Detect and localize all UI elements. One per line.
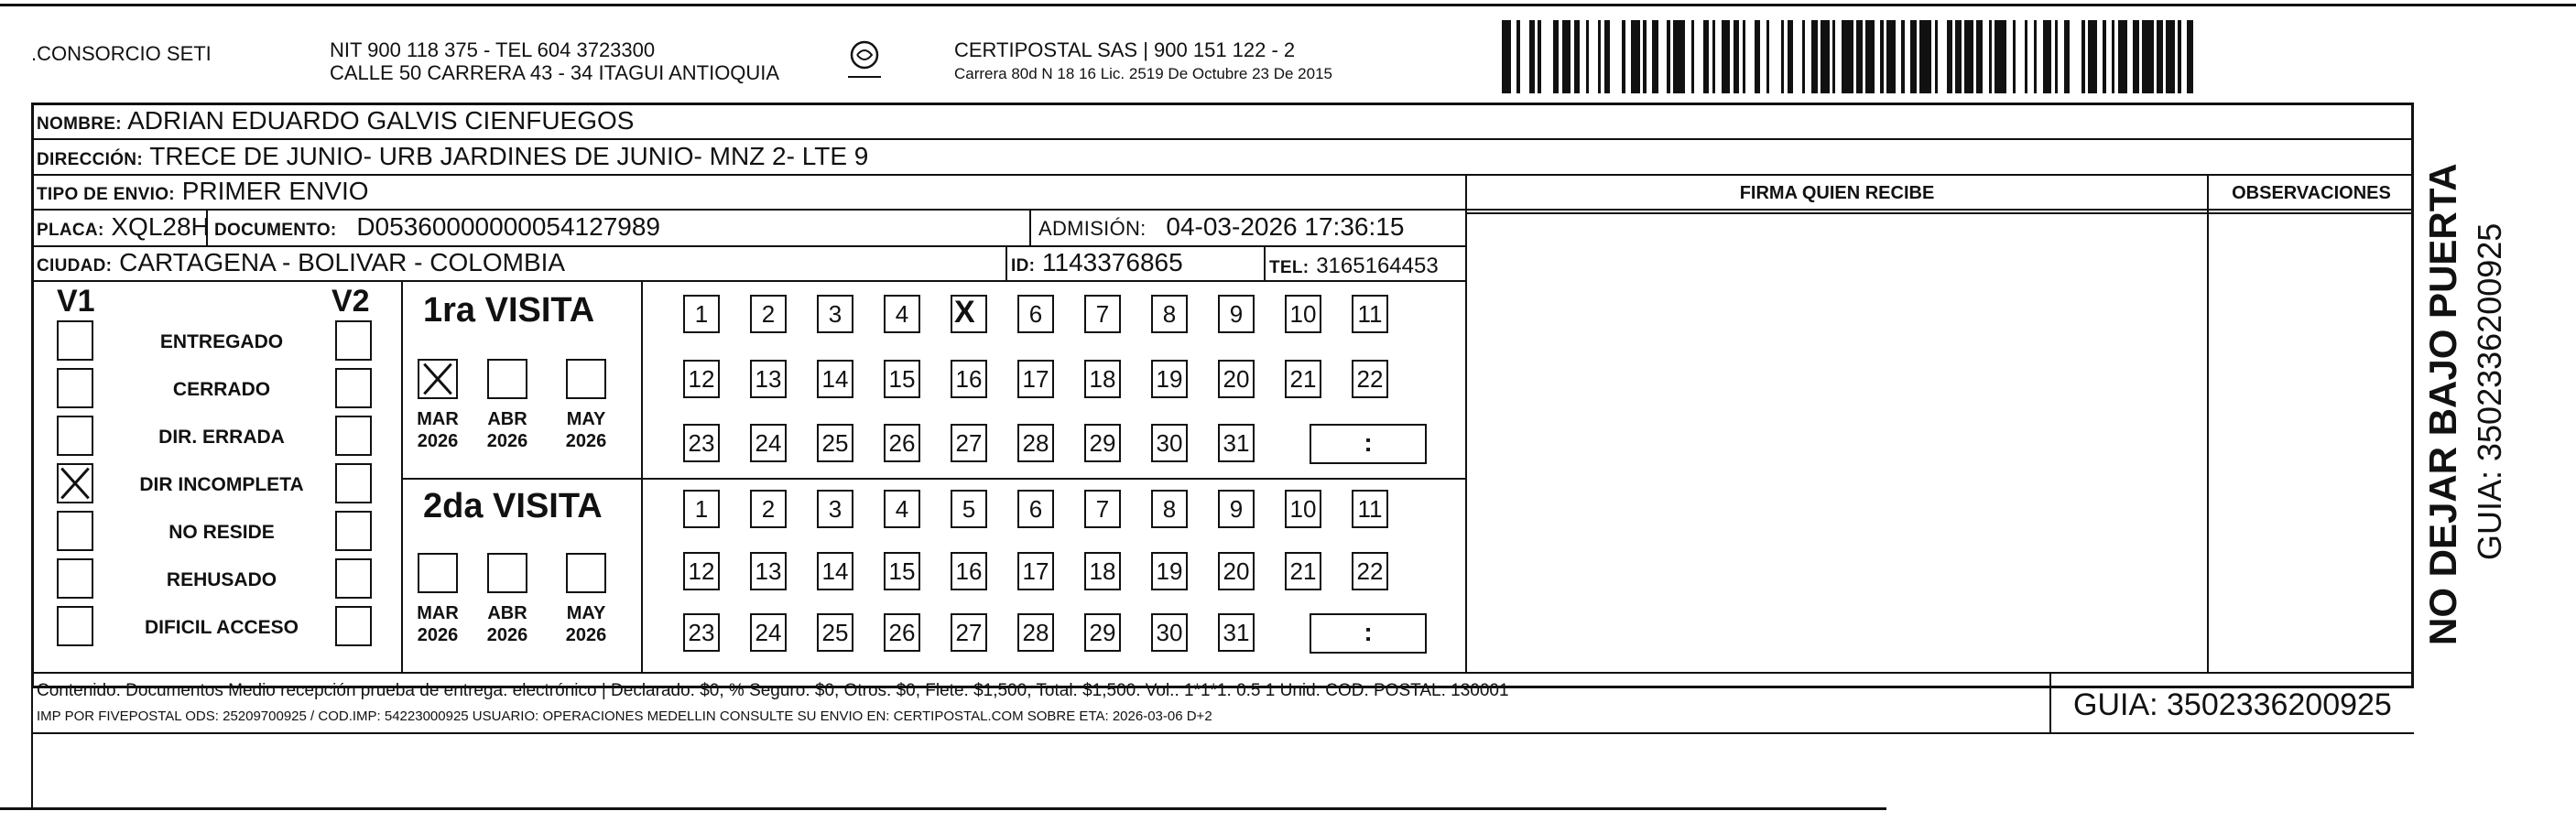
observaciones-header: OBSERVACIONES: [2232, 183, 2391, 203]
visit2-time-box[interactable]: :: [1310, 613, 1427, 654]
v1-checkbox[interactable]: [57, 511, 93, 551]
direccion-field: [37, 142, 868, 175]
v1-checkbox[interactable]: [57, 606, 93, 646]
month-label: MAR: [417, 603, 459, 623]
status-reason-label: REHUSADO: [166, 569, 277, 590]
v1-checkbox[interactable]: [57, 463, 93, 503]
month-year: 2026: [565, 431, 607, 451]
day-box[interactable]: 8: [1151, 490, 1188, 528]
day-box[interactable]: 4: [884, 295, 920, 333]
day-box[interactable]: 9: [1218, 295, 1255, 333]
month-label: MAY: [566, 603, 606, 623]
day-box[interactable]: 7: [1084, 490, 1121, 528]
month-checkbox[interactable]: [487, 359, 527, 399]
day-box[interactable]: 26: [884, 424, 920, 462]
admision-label: ADMISIÓN:: [1038, 217, 1147, 240]
month-label: ABR: [487, 409, 527, 429]
certipostal-logo: [842, 38, 886, 86]
day-box[interactable]: 17: [1017, 552, 1054, 590]
day-box[interactable]: 16: [951, 360, 987, 398]
day-box[interactable]: 17: [1017, 360, 1054, 398]
documento-label: DOCUMENTO:: [214, 221, 337, 240]
month-year: 2026: [486, 625, 528, 645]
certipostal-line: CERTIPOSTAL SAS | 900 151 122 - 2: [954, 38, 1296, 61]
day-box[interactable]: [951, 295, 987, 333]
tel-label: TEL:: [1269, 258, 1310, 277]
day-box[interactable]: 3: [817, 490, 853, 528]
barcode: [1502, 20, 2202, 93]
month-checkbox[interactable]: [566, 553, 606, 593]
certipostal-license: Carrera 80d N 18 16 Lic. 2519 De Octubre 23 De 2015: [954, 65, 1332, 82]
day-box[interactable]: 16: [951, 552, 987, 590]
day-box[interactable]: 12: [683, 360, 720, 398]
status-reason-label: DIR. ERRADA: [158, 427, 285, 448]
id-value: 1143376865: [1042, 248, 1183, 276]
day-box[interactable]: 19: [1151, 360, 1188, 398]
nombre-label: NOMBRE:: [37, 114, 122, 134]
company-name: .CONSORCIO SETI: [31, 42, 212, 65]
ciudad-value: CARTAGENA - BOLIVAR - COLOMBIA: [119, 248, 566, 276]
day-box[interactable]: 28: [1017, 424, 1054, 462]
v1-header: V1: [57, 284, 95, 319]
day-box[interactable]: 4: [884, 490, 920, 528]
day-box[interactable]: 15: [884, 360, 920, 398]
v2-header: V2: [332, 284, 370, 319]
v1-checkbox[interactable]: [57, 368, 93, 408]
ciudad-field: [37, 248, 565, 281]
day-box[interactable]: 30: [1151, 613, 1188, 652]
day-box[interactable]: 6: [1017, 295, 1054, 333]
day-box[interactable]: 13: [750, 552, 787, 590]
day-box[interactable]: 12: [683, 552, 720, 590]
admision-field: [1038, 212, 1404, 243]
placa-label: PLACA:: [37, 221, 104, 240]
direccion-label: DIRECCIÓN:: [37, 150, 143, 169]
day-box[interactable]: 7: [1084, 295, 1121, 333]
footer-imp: IMP POR FIVEPOSTAL ODS: 25209700925 / COD.IMP: 54223000925 USUARIO: OPERACIONES MEDELLIN CONSULTE SU ENVIO EN: CERTIPOSTAL.COM SOBRE ETA: 2026-03-06 D+2: [37, 708, 1212, 724]
v1-checkbox[interactable]: [57, 320, 93, 361]
day-box[interactable]: 8: [1151, 295, 1188, 333]
month-year: 2026: [565, 625, 607, 645]
day-box[interactable]: 13: [750, 360, 787, 398]
day-box[interactable]: 22: [1352, 360, 1388, 398]
tel-field: [1269, 250, 1439, 283]
status-reason-label: NO RESIDE: [168, 522, 275, 543]
day-box[interactable]: 27: [951, 424, 987, 462]
day-box[interactable]: 1: [683, 490, 720, 528]
address-line: CALLE 50 CARRERA 43 - 34 ITAGUI ANTIOQUIA: [330, 61, 780, 84]
month-year: 2026: [417, 625, 459, 645]
month-checkbox[interactable]: [418, 553, 458, 593]
day-box[interactable]: 22: [1352, 552, 1388, 590]
month-year: 2026: [486, 431, 528, 451]
status-reason-label: CERRADO: [172, 379, 271, 400]
day-box[interactable]: 29: [1084, 424, 1121, 462]
id-label: ID:: [1011, 256, 1036, 276]
day-box[interactable]: 20: [1218, 552, 1255, 590]
v2-checkbox[interactable]: [335, 320, 372, 361]
v2-checkbox[interactable]: [335, 606, 372, 646]
top-rule: [0, 4, 2576, 6]
month-year: 2026: [417, 431, 459, 451]
tel-value: 3165164453: [1316, 254, 1439, 278]
v1-checkbox[interactable]: [57, 558, 93, 599]
visit1-time-box[interactable]: :: [1310, 424, 1427, 464]
day-box[interactable]: 3: [817, 295, 853, 333]
placa-field: [37, 212, 210, 245]
day-box[interactable]: 18: [1084, 552, 1121, 590]
side-guia: GUIA: 3502336200925: [2471, 222, 2508, 560]
day-box[interactable]: 26: [884, 613, 920, 652]
side-warning: NO DEJAR BAJO PUERTA: [2421, 163, 2464, 645]
footer-guia: GUIA: 3502336200925: [2073, 687, 2392, 722]
day-box[interactable]: 21: [1285, 552, 1321, 590]
documento-value: D05360000000054127989: [356, 212, 660, 241]
day-box[interactable]: 25: [817, 613, 853, 652]
nombre-value: ADRIAN EDUARDO GALVIS CIENFUEGOS: [127, 106, 635, 135]
day-box[interactable]: 9: [1218, 490, 1255, 528]
admision-value: 04-03-2026 17:36:15: [1166, 212, 1405, 241]
tipo-envio-value: PRIMER ENVIO: [181, 177, 369, 205]
day-box[interactable]: 6: [1017, 490, 1054, 528]
visit1-title: 1ra VISITA: [423, 291, 595, 330]
visit2-title: 2da VISITA: [423, 487, 603, 525]
day-box[interactable]: 11: [1352, 295, 1388, 333]
day-box[interactable]: 18: [1084, 360, 1121, 398]
tipo-envio-label: TIPO DE ENVIO:: [37, 185, 175, 204]
day-box[interactable]: 27: [951, 613, 987, 652]
day-box[interactable]: 10: [1285, 295, 1321, 333]
day-box[interactable]: 23: [683, 613, 720, 652]
day-box[interactable]: 1: [683, 295, 720, 333]
direccion-value: TRECE DE JUNIO- URB JARDINES DE JUNIO- MNZ 2- LTE 9: [149, 142, 869, 170]
day-box[interactable]: 25: [817, 424, 853, 462]
day-box[interactable]: 2: [750, 490, 787, 528]
day-box[interactable]: 2: [750, 295, 787, 333]
v1-checkbox[interactable]: [57, 416, 93, 456]
placa-value: XQL28H: [111, 212, 210, 241]
day-box[interactable]: 11: [1352, 490, 1388, 528]
v2-checkbox[interactable]: [335, 368, 372, 408]
status-reason-label: DIR INCOMPLETA: [139, 474, 304, 495]
bottom-rule: [0, 807, 1886, 810]
day-box[interactable]: 19: [1151, 552, 1188, 590]
nombre-field: [37, 106, 634, 139]
nit-line: NIT 900 118 375 - TEL 604 3723300: [330, 38, 656, 61]
month-checkbox[interactable]: [487, 553, 527, 593]
month-checkbox[interactable]: [566, 359, 606, 399]
day-box[interactable]: 30: [1151, 424, 1188, 462]
day-box[interactable]: 29: [1084, 613, 1121, 652]
firma-header: FIRMA QUIEN RECIBE: [1739, 183, 1935, 203]
day-box[interactable]: 31: [1218, 424, 1255, 462]
tipo-envio-field: [37, 177, 369, 210]
documento-field: [214, 212, 660, 245]
day-box[interactable]: 24: [750, 613, 787, 652]
status-reason-label: DIFICIL ACCESO: [144, 617, 299, 638]
ciudad-label: CIUDAD:: [37, 256, 113, 276]
day-box[interactable]: 23: [683, 424, 720, 462]
day-box[interactable]: 31: [1218, 613, 1255, 652]
month-label: ABR: [487, 603, 527, 623]
day-box[interactable]: 14: [817, 552, 853, 590]
day-box[interactable]: 28: [1017, 613, 1054, 652]
day-box[interactable]: 24: [750, 424, 787, 462]
v2-checkbox[interactable]: [335, 416, 372, 456]
day-box[interactable]: 15: [884, 552, 920, 590]
day-box[interactable]: 5: [951, 490, 987, 528]
month-checkbox[interactable]: [418, 359, 458, 399]
month-label: MAR: [417, 409, 459, 429]
day-box[interactable]: 20: [1218, 360, 1255, 398]
v2-checkbox[interactable]: [335, 511, 372, 551]
month-label: MAY: [566, 409, 606, 429]
status-reason-label: ENTREGADO: [159, 331, 284, 352]
day-box[interactable]: 10: [1285, 490, 1321, 528]
day-box[interactable]: 14: [817, 360, 853, 398]
v2-checkbox[interactable]: [335, 558, 372, 599]
day-box[interactable]: 21: [1285, 360, 1321, 398]
footer-contents: Contenido: Documentos Medio recepción prueba de entrega: electrónico | Declarado: $0, % Seguro: $0, Otros: $0, Flete: $1,500, Total: $1,500. Vol.: 1*1*1. 0.5 1 Unid. COD. POSTAL: 130001: [37, 681, 1509, 700]
v2-checkbox[interactable]: [335, 463, 372, 503]
id-field: [1011, 248, 1183, 281]
